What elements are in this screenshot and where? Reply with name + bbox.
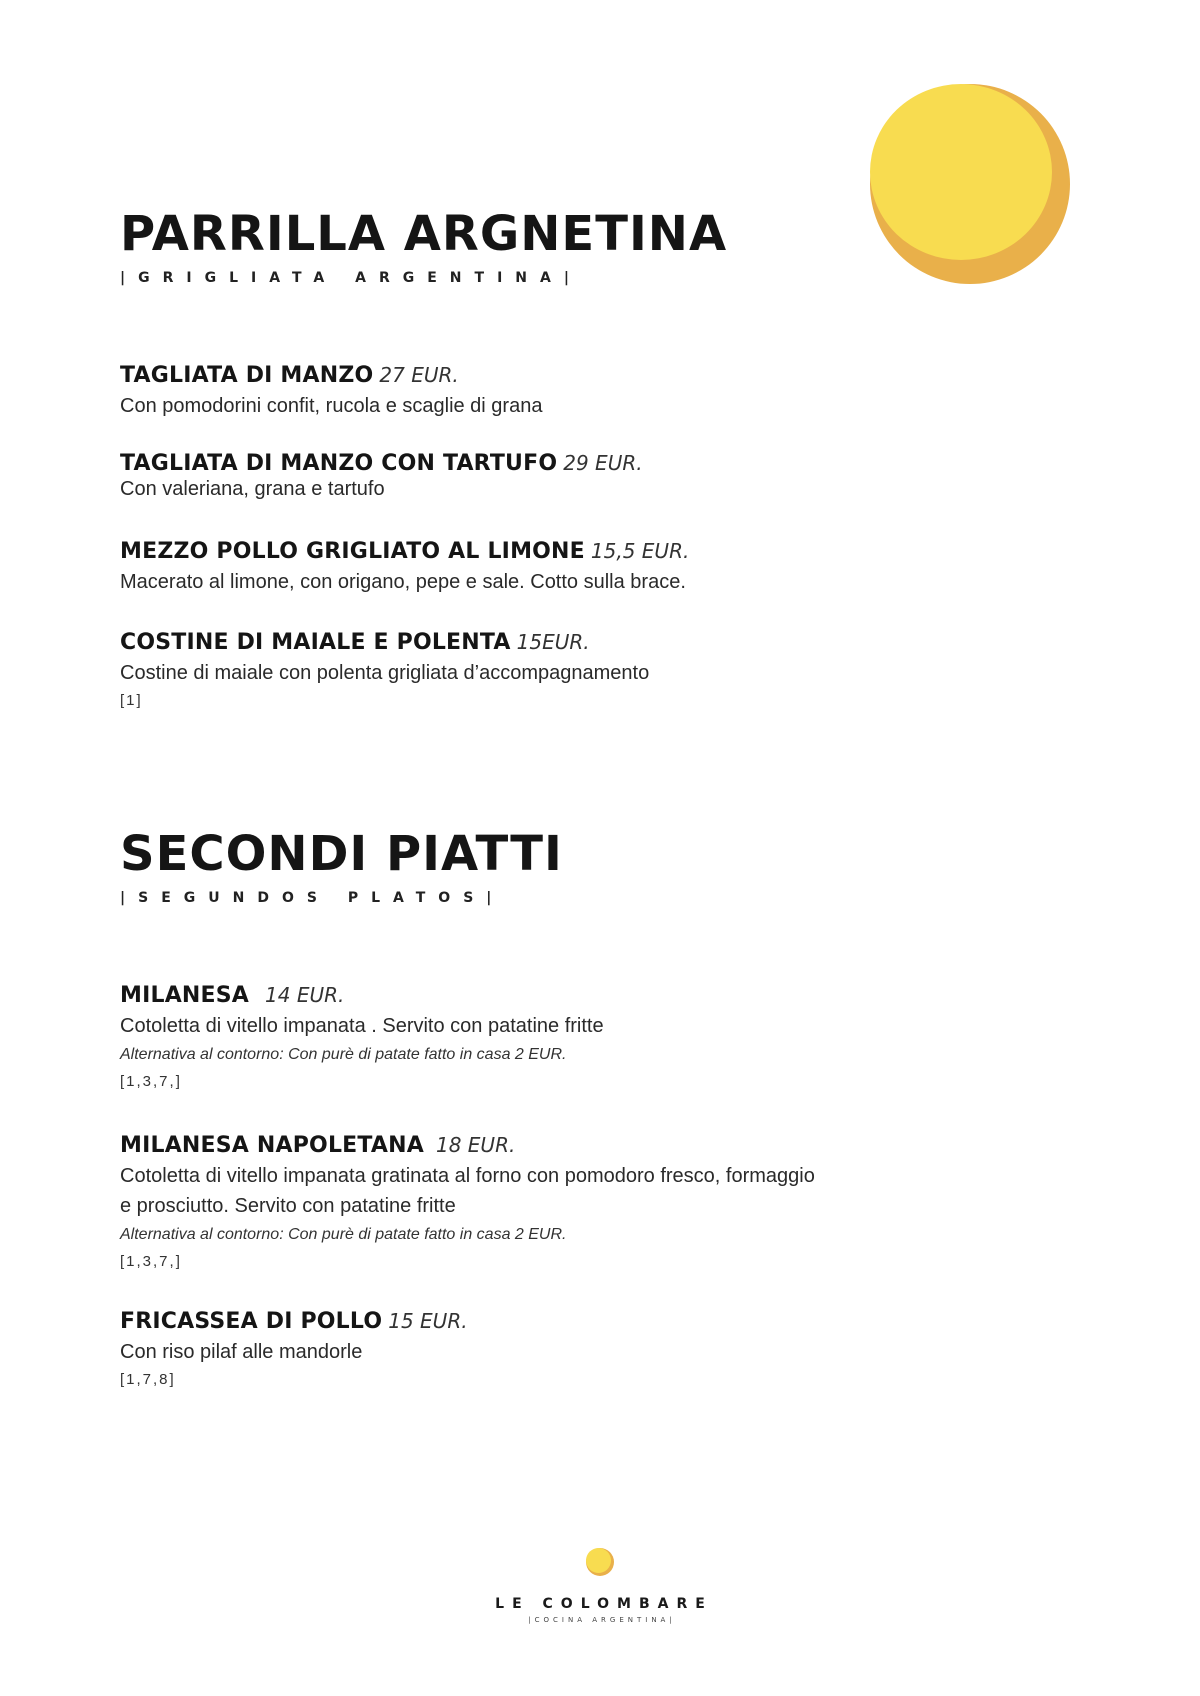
item-name: MILANESA NAPOLETANA xyxy=(120,1133,424,1158)
item-description: Cotoletta di vitello impanata . Servito con patatine fritte xyxy=(120,1015,604,1037)
item-price: 15EUR. xyxy=(516,630,590,654)
brand-tagline: |COCINA ARGENTINA| xyxy=(528,1616,676,1624)
item-name: MILANESA xyxy=(120,983,250,1008)
item-description-line2: e prosciutto. Servito con patatine fritte xyxy=(120,1195,456,1217)
section-secondi xyxy=(120,826,980,1388)
menu-item xyxy=(120,360,980,421)
item-name: FRICASSEA DI POLLO xyxy=(120,1309,383,1334)
footer-logo xyxy=(0,1548,1200,1624)
item-price: 27 EUR. xyxy=(379,363,459,387)
item-description: Cotoletta di vitello impanata gratinata al forno con pomodoro fresco, formaggio xyxy=(120,1165,815,1187)
menu-item xyxy=(120,1306,980,1393)
item-allergens: [1,7,8] xyxy=(120,1371,176,1388)
item-side-alternative: Alternativa al contorno: Con purè di patate fatto in casa 2 EUR. xyxy=(120,1226,567,1243)
menu-item xyxy=(120,536,980,597)
item-price: 29 EUR. xyxy=(563,451,643,475)
item-description: Con riso pilaf alle mandorle xyxy=(120,1341,363,1363)
item-side-alternative: Alternativa al contorno: Con purè di patate fatto in casa 2 EUR. xyxy=(120,1046,567,1063)
menu-item xyxy=(120,627,980,714)
item-name: TAGLIATA DI MANZO xyxy=(120,363,374,388)
item-allergens: [1,3,7,] xyxy=(120,1073,182,1090)
item-price: 15,5 EUR. xyxy=(590,539,690,563)
menu-item xyxy=(120,1130,980,1275)
item-name: COSTINE DI MAIALE E POLENTA xyxy=(120,630,511,655)
item-allergens: [1,3,7,] xyxy=(120,1253,182,1270)
menu-item xyxy=(120,980,980,1095)
item-description: Con valeriana, grana e tartufo xyxy=(120,478,385,500)
section-parrilla xyxy=(120,206,980,709)
item-description: Macerato al limone, con origano, pepe e sale. Cotto sulla brace. xyxy=(120,571,686,593)
item-price: 15 EUR. xyxy=(388,1309,468,1333)
section-title: SECONDI PIATTI xyxy=(120,826,563,882)
section-title: PARRILLA ARGNETINA xyxy=(120,206,728,262)
item-name: TAGLIATA DI MANZO CON TARTUFO xyxy=(120,451,558,476)
item-price: 18 EUR. xyxy=(435,1133,516,1157)
menu-item xyxy=(120,450,980,501)
item-name: MEZZO POLLO GRIGLIATO AL LIMONE xyxy=(120,539,585,564)
section-subtitle: |GRIGLIATA ARGENTINA| xyxy=(120,270,582,286)
section-subtitle: |SEGUNDOS PLATOS| xyxy=(120,890,505,906)
item-allergens: [1] xyxy=(120,692,143,709)
item-description: Con pomodorini confit, rucola e scaglie di grana xyxy=(120,395,543,417)
brand-name: LE COLOMBARE xyxy=(495,1596,713,1612)
item-description: Costine di maiale con polenta grigliata d’accompagnamento xyxy=(120,662,650,684)
item-price: 14 EUR. xyxy=(265,983,345,1007)
sun-logo-small-icon xyxy=(586,1548,614,1576)
